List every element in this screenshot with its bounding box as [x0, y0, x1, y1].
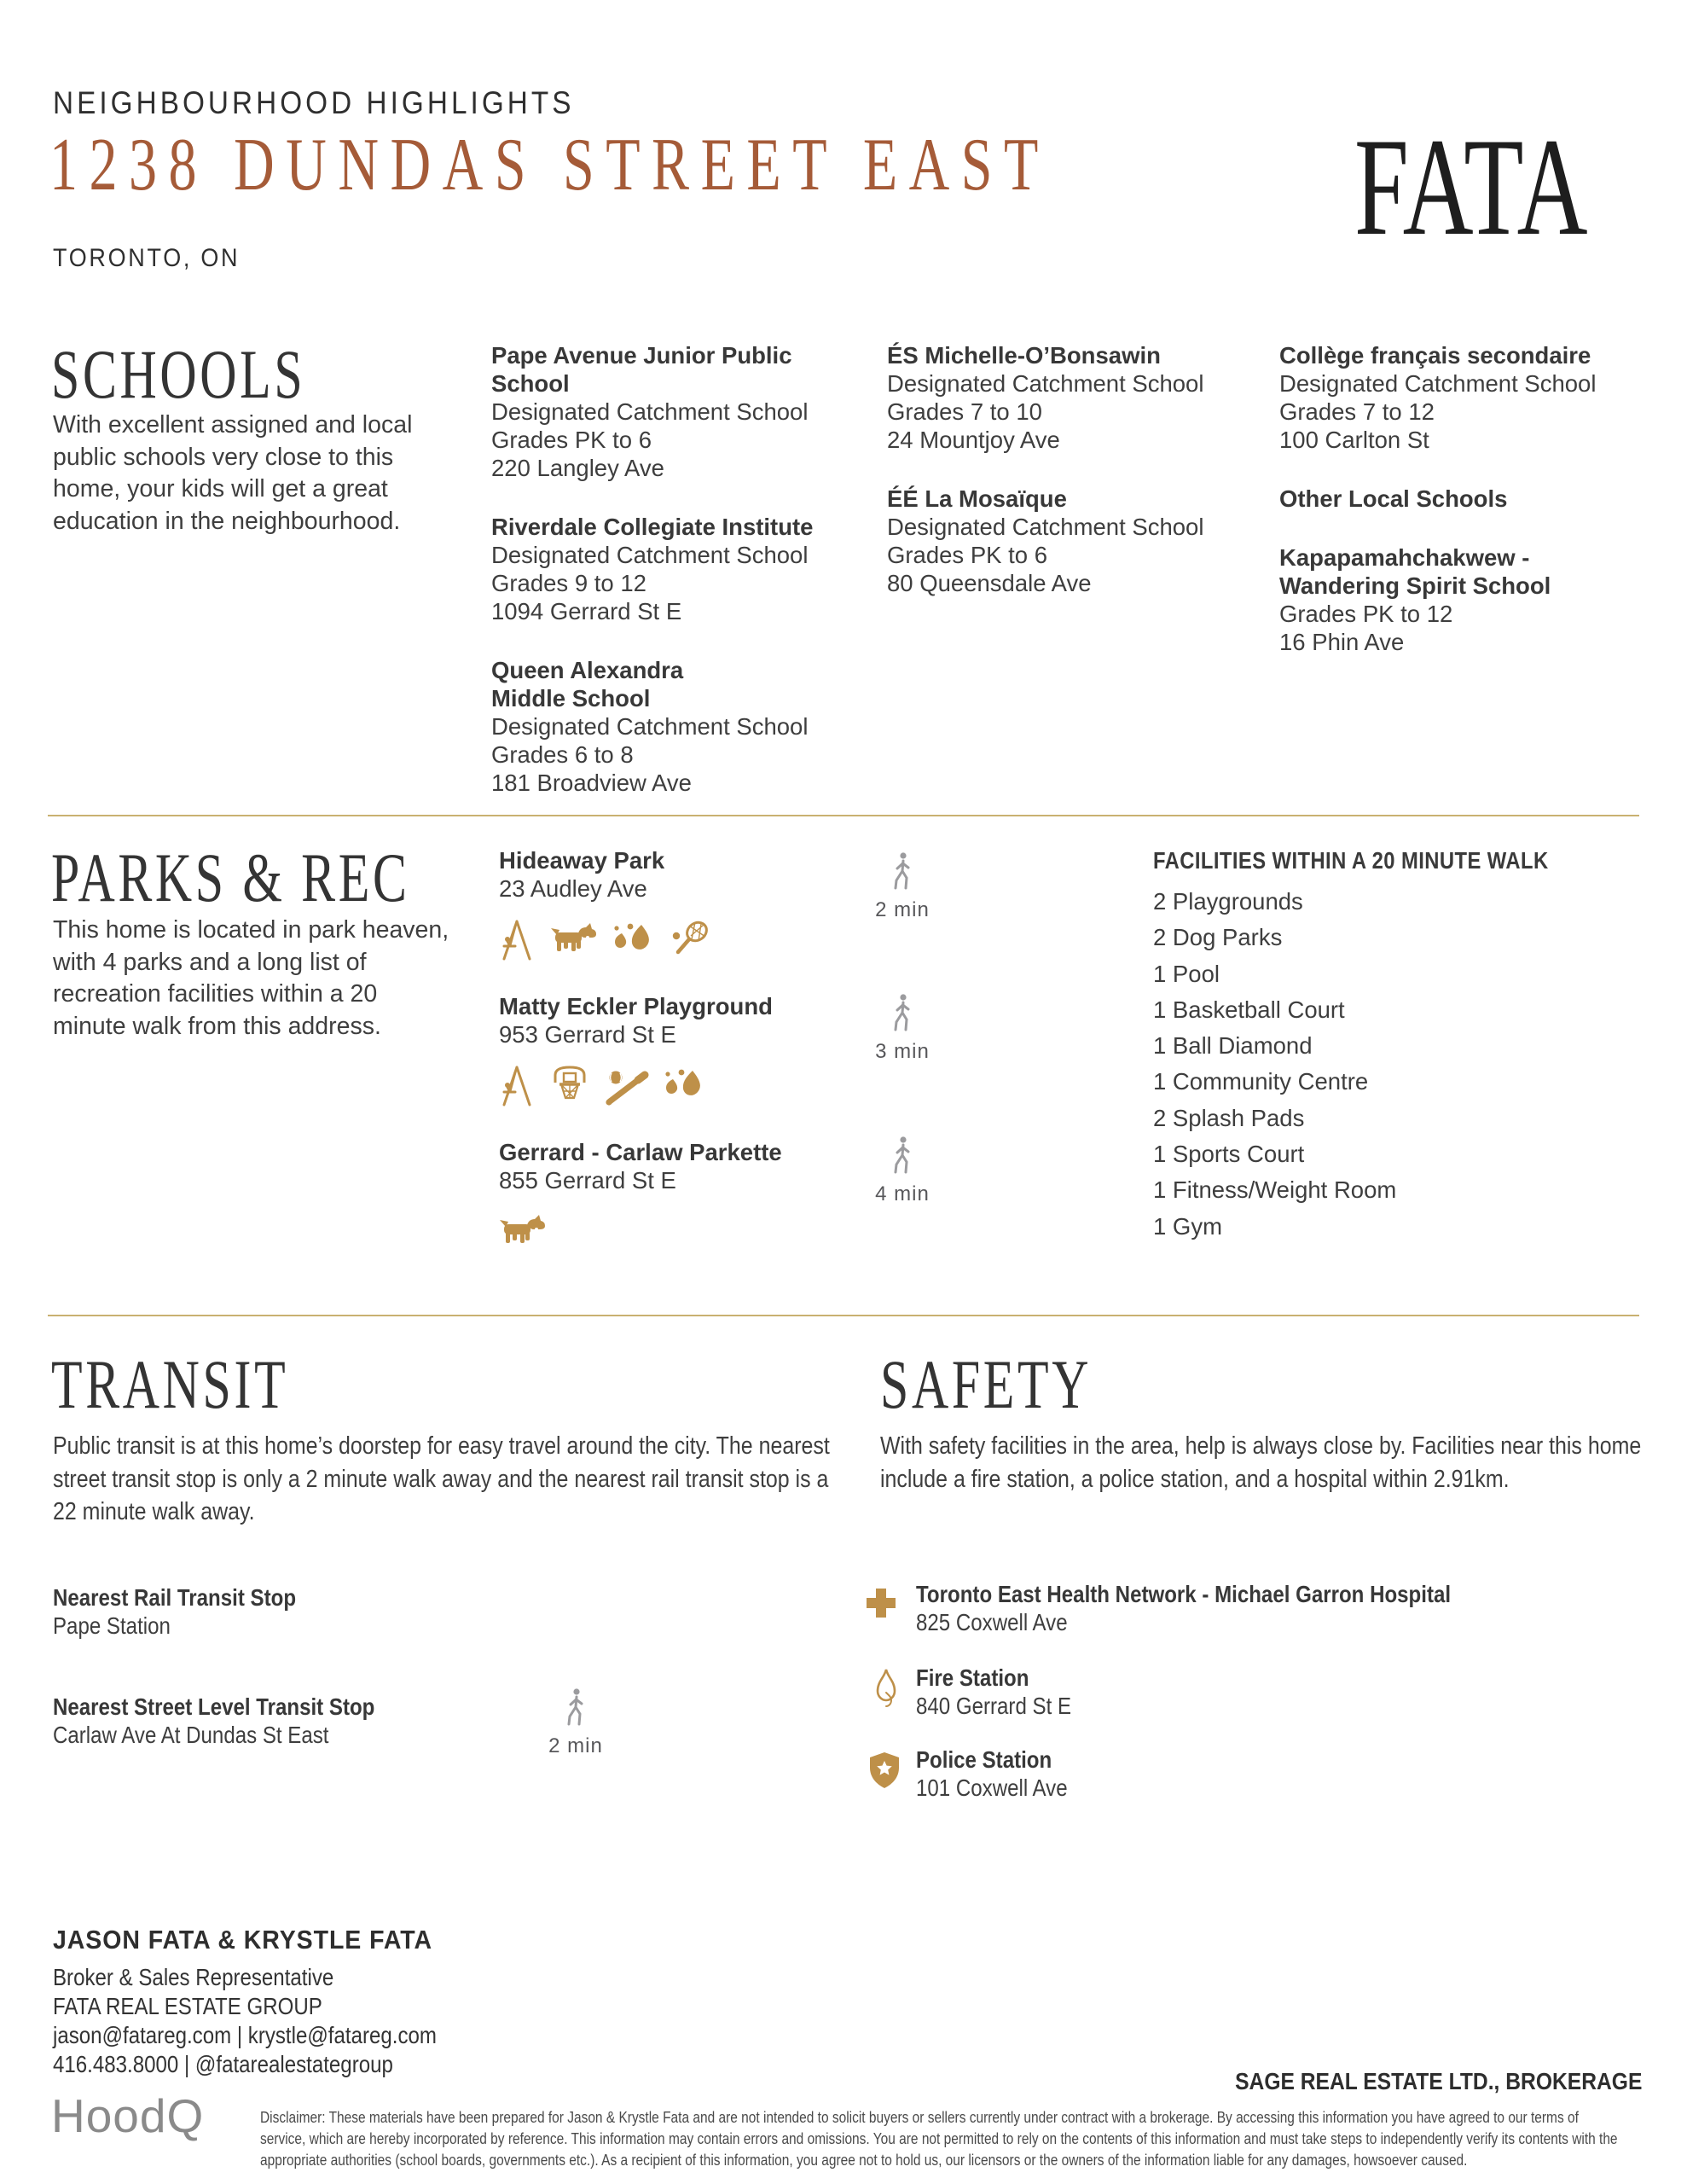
baseball-icon — [603, 1067, 649, 1107]
facility-item: 2 Dog Parks — [1153, 924, 1283, 951]
walker-icon — [563, 1716, 588, 1730]
basketball-icon — [550, 1064, 589, 1107]
eyebrow-title: NEIGHBOURHOOD HIGHLIGHTS — [53, 85, 575, 120]
agent-role: Broker & Sales Representative — [53, 1964, 334, 1990]
school-entry: ÉS Michelle-O’Bonsawin Designated Catchment School Grades 7 to 10 24 Mountjoy Ave — [887, 342, 1204, 453]
schools-description: With excellent assigned and local public schools very close to this home, your kids will get a great education in the neighbourhood. — [53, 411, 413, 535]
transit-description: Public transit is at this home’s doorstep for easy travel around the city. The nearest street transit stop is only a 2 minute walk away and the nearest rail transit stop is a 22 minute walk away. — [53, 1432, 830, 1525]
park-name: Gerrard - Carlaw Parkette — [499, 1139, 782, 1165]
fire-station-item: Fire Station 840 Gerrard St E — [916, 1664, 1072, 1719]
splash-pad-icon — [612, 920, 656, 961]
hoodq-logo: HoodQ — [51, 2089, 205, 2142]
agent-contact-block — [53, 1925, 701, 2079]
school-entry: Riverdale Collegiate Institute Designated Catchment School Grades 9 to 12 1094 Gerrard St E — [491, 514, 814, 624]
school-entry: Pape Avenue Junior Public School Designated Catchment School Grades PK to 6 220 Langley Ave — [491, 342, 809, 481]
schools-column-3 — [1279, 341, 1655, 687]
police-station-item: Police Station 101 Coxwell Ave — [916, 1746, 1068, 1801]
splash-pad-icon — [663, 1066, 707, 1107]
facility-item: 1 Gym — [1153, 1212, 1222, 1240]
police-icon — [868, 1751, 901, 1794]
agent-team: FATA REAL ESTATE GROUP — [53, 1993, 322, 2019]
school-entry: Collège français secondaire Designated Catchment School Grades 7 to 12 100 Carlton St — [1279, 342, 1597, 453]
rail-transit-stop: Nearest Rail Transit Stop Pape Station — [53, 1584, 297, 1639]
facility-item: 1 Sports Court — [1153, 1141, 1305, 1168]
park-amenity-icons — [499, 1210, 866, 1252]
park-name: Hideaway Park — [499, 847, 665, 874]
facility-item: 2 Splash Pads — [1153, 1104, 1305, 1131]
agent-names: JASON FATA & KRYSTLE FATA — [53, 1925, 433, 1955]
other-local-schools-heading: Other Local Schools — [1279, 485, 1508, 512]
parks-description: This home is located in park heaven, with 4 parks and a long list of recreation facilities within a 20 minute walk from this address. — [53, 916, 449, 1040]
disclaimer-text: Disclaimer: These materials have been prepared for Jason & Krystle Fata and are not intended to solicit buyers or sellers currently under contract with a brokerage. By accessing this information you have agreed to our terms of service, which are hereby incorporated by reference. This information may contain errors and omissions. You are not permitted to rely on the contents of this information and must take steps to independently verify its contents with the appropriate authorities (school boards, governments etc.). As a recipient of this information, you agree not to hold us, our licensors or the owners of the information liable for any damages, howsoever caused. — [260, 2109, 1618, 2169]
facility-item: 1 Pool — [1153, 960, 1220, 987]
parks-list — [499, 846, 866, 1284]
walker-icon — [890, 1021, 915, 1036]
schools-column-2 — [887, 341, 1271, 628]
hospital-item: Toronto East Health Network - Michael Garron Hospital 825 Coxwell Ave — [916, 1581, 1452, 1635]
school-entry: ÉÉ La Mosaïque Designated Catchment School Grades PK to 6 80 Queensdale Ave — [887, 485, 1204, 596]
schools-section-title: SCHOOLS — [51, 335, 306, 413]
school-entry: Queen Alexandra Middle School Designated Catchment School Grades 6 to 8 181 Broadview Ave — [491, 657, 809, 796]
walker-icon — [890, 880, 915, 894]
park-address: 953 Gerrard St E — [499, 1021, 676, 1048]
safety-description: With safety facilities in the area, help is always close by. Facilities near this home include a fire station, a police station, and a hospital within 2.91km. — [880, 1432, 1642, 1493]
transit-walk-time: 2 min — [539, 1687, 612, 1758]
facilities-title: FACILITIES WITHIN A 20 MINUTE WALK — [1153, 847, 1549, 874]
tennis-icon — [670, 920, 712, 961]
park-address: 23 Audley Ave — [499, 875, 647, 902]
street-transit-stop: Nearest Street Level Transit Stop Carlaw Ave At Dundas St East — [53, 1693, 375, 1748]
school-entry: Kapapamahchakwew - Wandering Spirit School Grades PK to 12 16 Phin Ave — [1279, 544, 1551, 655]
facility-item: 1 Fitness/Weight Room — [1153, 1176, 1397, 1204]
park-walk-time: 3 min — [860, 993, 945, 1064]
park-amenity-icons — [499, 1064, 866, 1107]
section-divider — [48, 1315, 1639, 1316]
brokerage-name: SAGE REAL ESTATE LTD., BROKERAGE — [1234, 2068, 1642, 2094]
park-walk-time: 4 min — [860, 1136, 945, 1206]
facility-item: 1 Ball Diamond — [1153, 1032, 1313, 1060]
facility-item: 1 Community Centre — [1153, 1068, 1369, 1095]
park-amenity-icons — [499, 918, 866, 961]
schools-column-1 — [491, 341, 875, 828]
agent-phone-social: 416.483.8000 | @fatarealestategroup — [53, 2051, 393, 2077]
agent-emails: jason@fatareg.com | krystle@fatareg.com — [53, 2022, 437, 2048]
property-city: TORONTO, ON — [53, 244, 241, 272]
fata-brand-logo: FATA — [1354, 110, 1589, 264]
playground-icon — [499, 1064, 536, 1107]
park-item — [499, 846, 866, 961]
section-divider — [48, 815, 1639, 816]
dog-park-icon — [499, 1213, 547, 1252]
dog-park-icon — [550, 921, 598, 961]
playground-icon — [499, 918, 536, 961]
park-item — [499, 992, 866, 1107]
facility-item: 2 Playgrounds — [1153, 888, 1303, 915]
safety-section-title: SAFETY — [880, 1345, 1093, 1423]
property-address-title: 1238 DUNDAS STREET EAST — [49, 124, 1050, 206]
park-item — [499, 1138, 866, 1252]
park-name: Matty Eckler Playground — [499, 993, 773, 1019]
fire-icon — [872, 1667, 901, 1714]
walker-icon — [890, 1164, 915, 1178]
facilities-panel — [1153, 843, 1665, 1245]
parks-section-title: PARKS & REC — [51, 839, 410, 916]
park-address: 855 Gerrard St E — [499, 1167, 676, 1194]
park-walk-time: 2 min — [860, 851, 945, 922]
hospital-icon — [865, 1587, 897, 1623]
facility-item: 1 Basketball Court — [1153, 996, 1345, 1023]
transit-section-title: TRANSIT — [51, 1345, 289, 1423]
